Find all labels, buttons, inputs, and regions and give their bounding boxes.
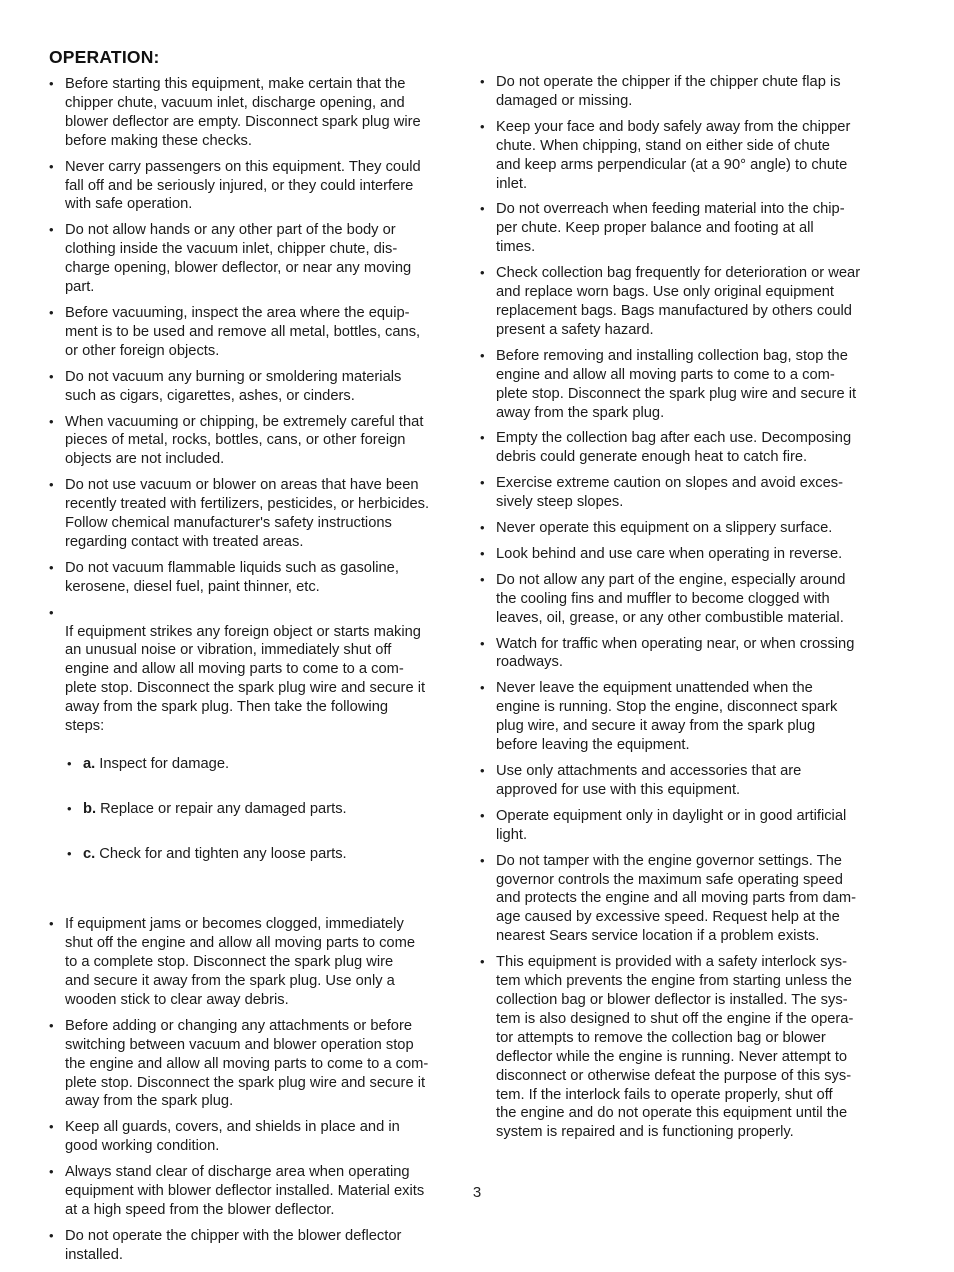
list-item: • Check collection bag frequently for deterioration or wear and replace worn bags. Use only original equipment replacement bags. Bags manufactured by others could present a safety hazard. xyxy=(478,264,882,340)
substep-text: Inspect for damage. xyxy=(99,755,230,772)
substep-text: Replace or repair any damaged parts. xyxy=(100,800,347,817)
list-item: • Do not overreach when feeding material into the chip- per chute. Keep proper balance and footing at all times. xyxy=(478,200,882,257)
list-item: • Before starting this equipment, make certain that the chipper chute, vacuum inlet, discharge opening, and blower deflector are empty. Disconnect spark plug wire before making these checks. xyxy=(47,75,457,151)
list-item: • Do not operate the chipper with the blower deflector installed. xyxy=(47,1227,457,1265)
list-item: • Never leave the equipment unattended when the engine is running. Stop the engine, disconnect spark plug wire, and secure it away from the spark plug before leaving the equipment. xyxy=(478,679,882,755)
list-item: • Do not allow any part of the engine, especially around the cooling fins and muffler to become clogged with leaves, oil, grease, or any other combustible material. xyxy=(478,571,882,628)
list-item: • Never operate this equipment on a slippery surface. xyxy=(478,519,882,538)
left-bullet-list xyxy=(47,75,457,1265)
list-item: • Keep all guards, covers, and shields in place and in good working condition. xyxy=(47,1118,457,1156)
left-column xyxy=(47,75,457,1272)
list-item: • Do not use vacuum or blower on areas that have been recently treated with fertilizers, pesticides, or herbicides. Follow chemical manufacturer's safety instructions regarding contact with treated areas. xyxy=(47,476,457,552)
list-item: • Operate equipment only in daylight or in good artificial light. xyxy=(478,807,882,845)
list-item: • Before adding or changing any attachments or before switching between vacuum and blower operation stop the engine and allow all moving parts to come to a com- plete stop. Disconnect the spark plug wire and secure it away from the spark plug. xyxy=(47,1017,457,1112)
list-item: • Do not allow hands or any other part of the body or clothing inside the vacuum inlet, chipper chute, dis- charge opening, blower deflector, or near any moving part. xyxy=(47,221,457,297)
list-item: • Before removing and installing collection bag, stop the engine and allow all moving parts to come to a com- plete stop. Disconnect the spark plug wire and secure it away from the spark plug. xyxy=(478,347,882,423)
substep xyxy=(65,800,457,819)
list-item: • Keep your face and body safely away from the chipper chute. When chipping, stand on either side of chute and keep arms perpendicular (at a 90° angle) to chute inlet. xyxy=(478,118,882,194)
list-item: • Do not vacuum flammable liquids such as gasoline, kerosene, diesel fuel, paint thinner, etc. xyxy=(47,559,457,597)
list-item: • Look behind and use care when operating in reverse. xyxy=(478,545,882,564)
section-title: OPERATION: xyxy=(49,47,160,67)
substep-letter: a. xyxy=(83,755,96,772)
list-item: • Never carry passengers on this equipment. They could fall off and be seriously injured, or they could interfere with safe operation. xyxy=(47,158,457,215)
list-item: • Always stand clear of discharge area when operating equipment with blower deflector installed. Material exits at a high speed from the blower deflector. xyxy=(47,1163,457,1220)
substep-list xyxy=(65,736,457,889)
list-item-text: If equipment strikes any foreign object or starts making an unusual noise or vibration, immediately shut off engine and allow all moving parts to come to a com- plete stop. Disconnect the spark plug wire and secure it away from the spark plug. Then take the following steps: xyxy=(65,623,426,735)
substep-text: Check for and tighten any loose parts. xyxy=(99,845,347,862)
substep-letter: b. xyxy=(83,800,97,817)
list-item: • Watch for traffic when operating near, or when crossing roadways. xyxy=(478,635,882,673)
substep xyxy=(65,755,457,774)
list-item: • Empty the collection bag after each use. Decomposing debris could generate enough heat to catch fire. xyxy=(478,429,882,467)
substep xyxy=(65,845,457,864)
list-item: • If equipment jams or becomes clogged, immediately shut off the engine and allow all moving parts to come to a complete stop. Disconnect the spark plug wire and secure it away from the spark plug. Use only a wooden stick to clear away debris. xyxy=(47,915,457,1010)
page-number: 3 xyxy=(472,1184,482,1201)
list-item-with-steps xyxy=(47,604,457,909)
list-item: • Exercise extreme caution on slopes and avoid exces- sively steep slopes. xyxy=(478,474,882,512)
list-item: • When vacuuming or chipping, be extremely careful that pieces of metal, rocks, bottles, cans, or other foreign objects are not included. xyxy=(47,413,457,470)
list-item: • Do not vacuum any burning or smoldering materials such as cigars, cigarettes, ashes, or cinders. xyxy=(47,368,457,406)
list-item: • Do not tamper with the engine governor settings. The governor controls the maximum safe operating speed and protects the engine and all moving parts from dam- age caused by excessive speed. Request help at the nearest Sears service location if a problem exists. xyxy=(478,852,882,947)
list-item: • This equipment is provided with a safety interlock sys- tem which prevents the engine from starting unless the collection bag or blower deflector is installed. The sys- tem is also designed to shut off the engine if the opera- tor attempts to remove the collection bag or blower deflector while the engine is running. Never attempt to disconnect or otherwise defeat the purpose of this sys- tem. If the interlock fails to operate properly, shut off the engine and do not operate this equipment until the system is repaired and is functioning properly. xyxy=(478,953,882,1142)
list-item: • Use only attachments and accessories that are approved for use with this equipment. xyxy=(478,762,882,800)
substep-letter: c. xyxy=(83,845,96,862)
list-item: • Do not operate the chipper if the chipper chute flap is damaged or missing. xyxy=(478,73,882,111)
list-item: • Before vacuuming, inspect the area where the equip- ment is to be used and remove all metal, bottles, cans, or other foreign objects. xyxy=(47,304,457,361)
right-column xyxy=(478,73,882,1149)
right-bullet-list xyxy=(478,73,882,1142)
